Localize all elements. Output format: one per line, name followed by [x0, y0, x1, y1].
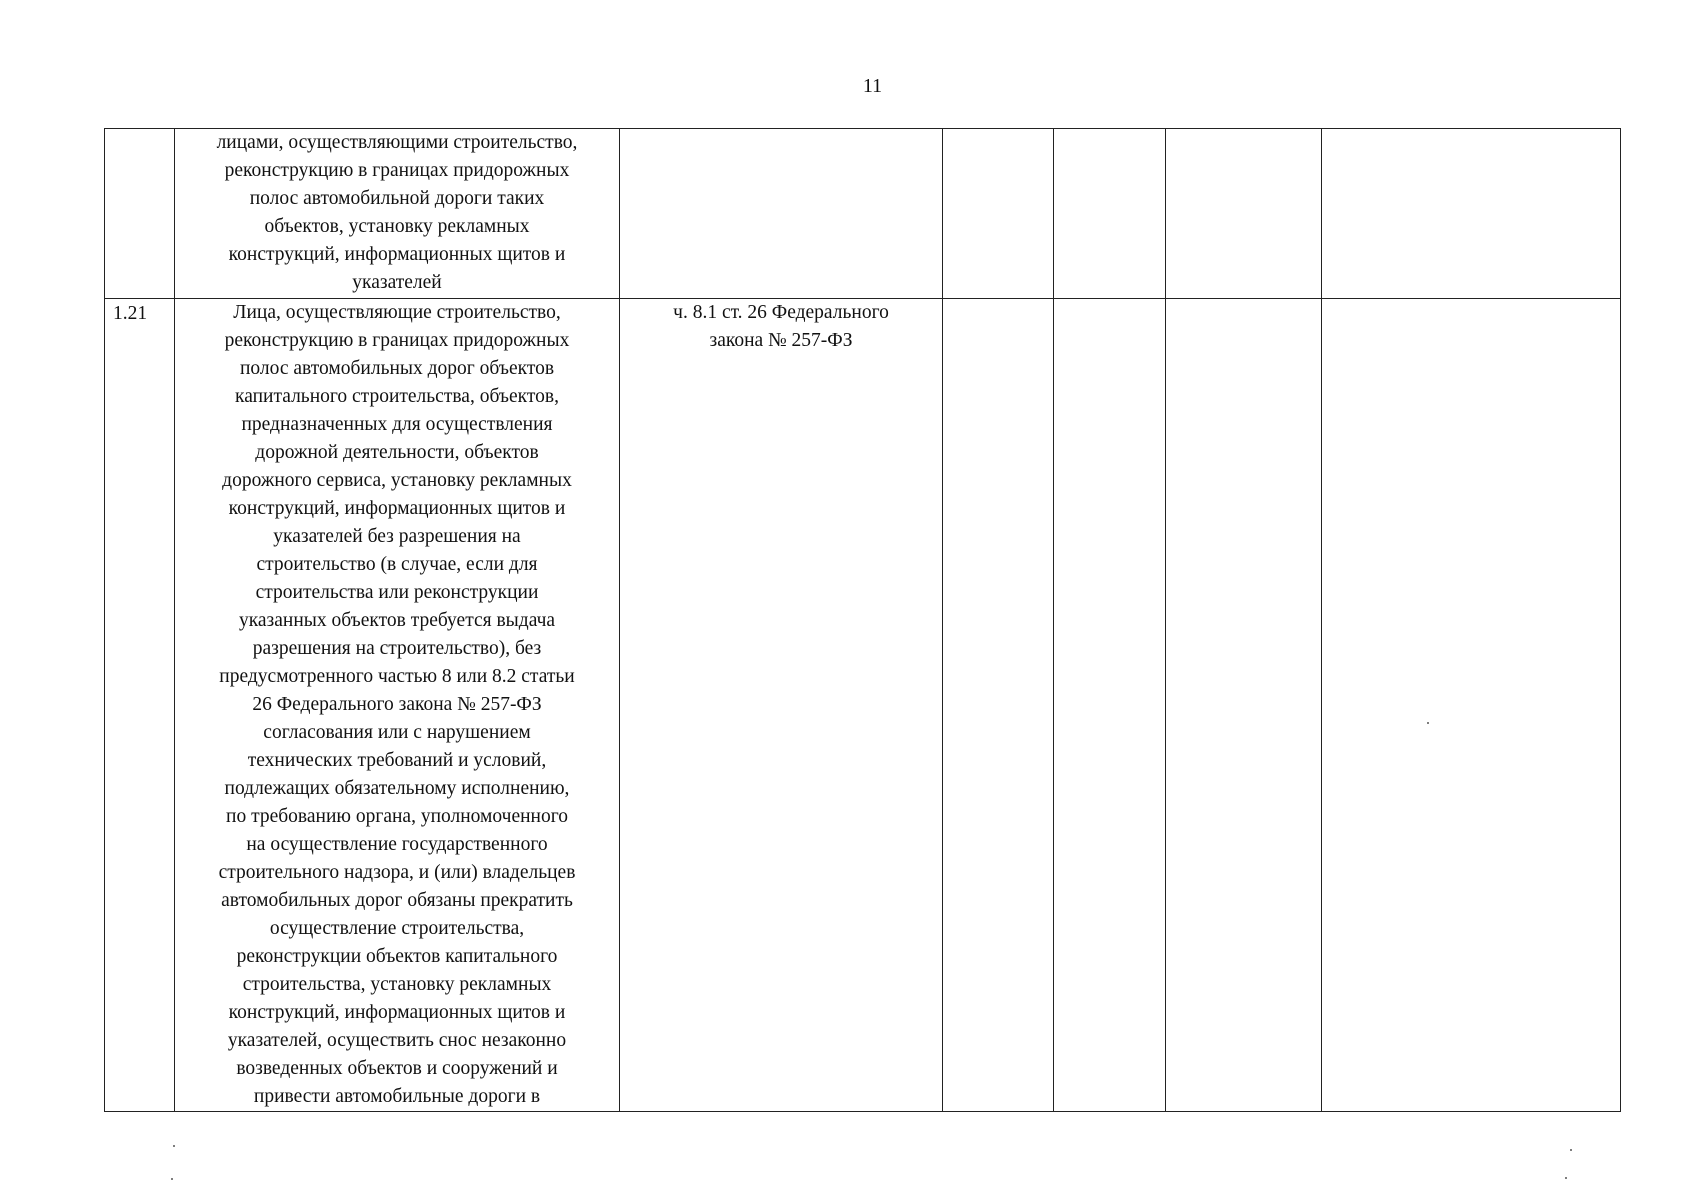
text-line: реконструкции объектов капитального	[236, 946, 558, 967]
text-line: указанных объектов требуется выдача	[238, 610, 556, 631]
empty-cell	[1322, 299, 1621, 1112]
text-line: конструкций, информационных щитов и	[228, 1002, 566, 1023]
text-line: объектов, установку рекламных	[264, 216, 530, 237]
text-line: Лица, осуществляющие строительство,	[233, 302, 561, 323]
text-line: подлежащих обязательному исполнению,	[224, 778, 570, 799]
text-line: указателей, осуществить снос незаконно	[227, 1030, 567, 1051]
text-line: конструкций, информационных щитов и	[228, 244, 566, 265]
text-line: указателей	[352, 272, 442, 293]
text-line: предусмотренного частью 8 или 8.2 статьи	[219, 666, 575, 687]
legal-basis-cell	[620, 299, 943, 1112]
empty-cell	[1054, 129, 1166, 299]
text-line: строительного надзора, и (или) владельцев	[218, 862, 576, 883]
scan-speck	[171, 1178, 173, 1180]
text-line: лицами, осуществляющими строительство,	[216, 132, 578, 153]
text-line: полос автомобильной дороги таких	[249, 188, 545, 209]
requirements-table	[104, 128, 1621, 1112]
legal-basis-cell	[620, 129, 943, 299]
row-number-cell: 1.21	[105, 299, 175, 1112]
table-row	[105, 299, 1621, 1112]
text-line: конструкций, информационных щитов и	[228, 498, 566, 519]
text-line: реконструкцию в границах придорожных	[224, 160, 570, 181]
row-number-cell	[105, 129, 175, 299]
text-line: реконструкцию в границах придорожных	[224, 330, 570, 351]
text-line: полос автомобильных дорог объектов	[239, 358, 555, 379]
text-line: осуществление строительства,	[269, 918, 525, 939]
text-line: дорожной деятельности, объектов	[255, 442, 539, 463]
basis-line: ч. 8.1 ст. 26 Федерального	[673, 302, 889, 323]
text-line: строительство (в случае, если для	[256, 554, 538, 575]
text-line: дорожного сервиса, установку рекламных	[222, 470, 572, 491]
text-line: разрешения на строительство), без	[252, 638, 542, 659]
table-row	[105, 129, 1621, 299]
requirement-text-cell	[175, 299, 620, 1112]
scan-speck	[173, 1145, 175, 1147]
text-line: привести автомобильные дороги в	[253, 1086, 541, 1107]
scan-speck	[1570, 1149, 1572, 1151]
requirement-text-cell	[175, 129, 620, 299]
scan-speck	[1427, 722, 1429, 724]
text-line: 26 Федерального закона № 257-ФЗ	[252, 694, 542, 715]
text-line: на осуществление государственного	[246, 834, 548, 855]
empty-cell	[1322, 129, 1621, 299]
empty-cell	[1054, 299, 1166, 1112]
page-number: 11	[862, 75, 883, 97]
scan-speck	[1565, 1177, 1567, 1179]
text-line: технических требований и условий,	[247, 750, 547, 771]
empty-cell	[943, 129, 1054, 299]
empty-cell	[1166, 299, 1322, 1112]
empty-cell	[943, 299, 1054, 1112]
text-line: предназначенных для осуществления	[241, 414, 553, 435]
text-line: строительства, установку рекламных	[242, 974, 552, 995]
basis-line: закона № 257-ФЗ	[709, 330, 853, 351]
empty-cell	[1166, 129, 1322, 299]
text-line: капитального строительства, объектов,	[235, 386, 559, 407]
text-line: возведенных объектов и сооружений и	[236, 1058, 558, 1079]
text-line: автомобильных дорог обязаны прекратить	[221, 890, 573, 911]
text-line: строительства или реконструкции	[255, 582, 539, 603]
text-line: по требованию органа, уполномоченного	[226, 806, 568, 827]
text-line: согласования или с нарушением	[263, 722, 531, 743]
text-line: указателей без разрешения на	[273, 526, 521, 547]
